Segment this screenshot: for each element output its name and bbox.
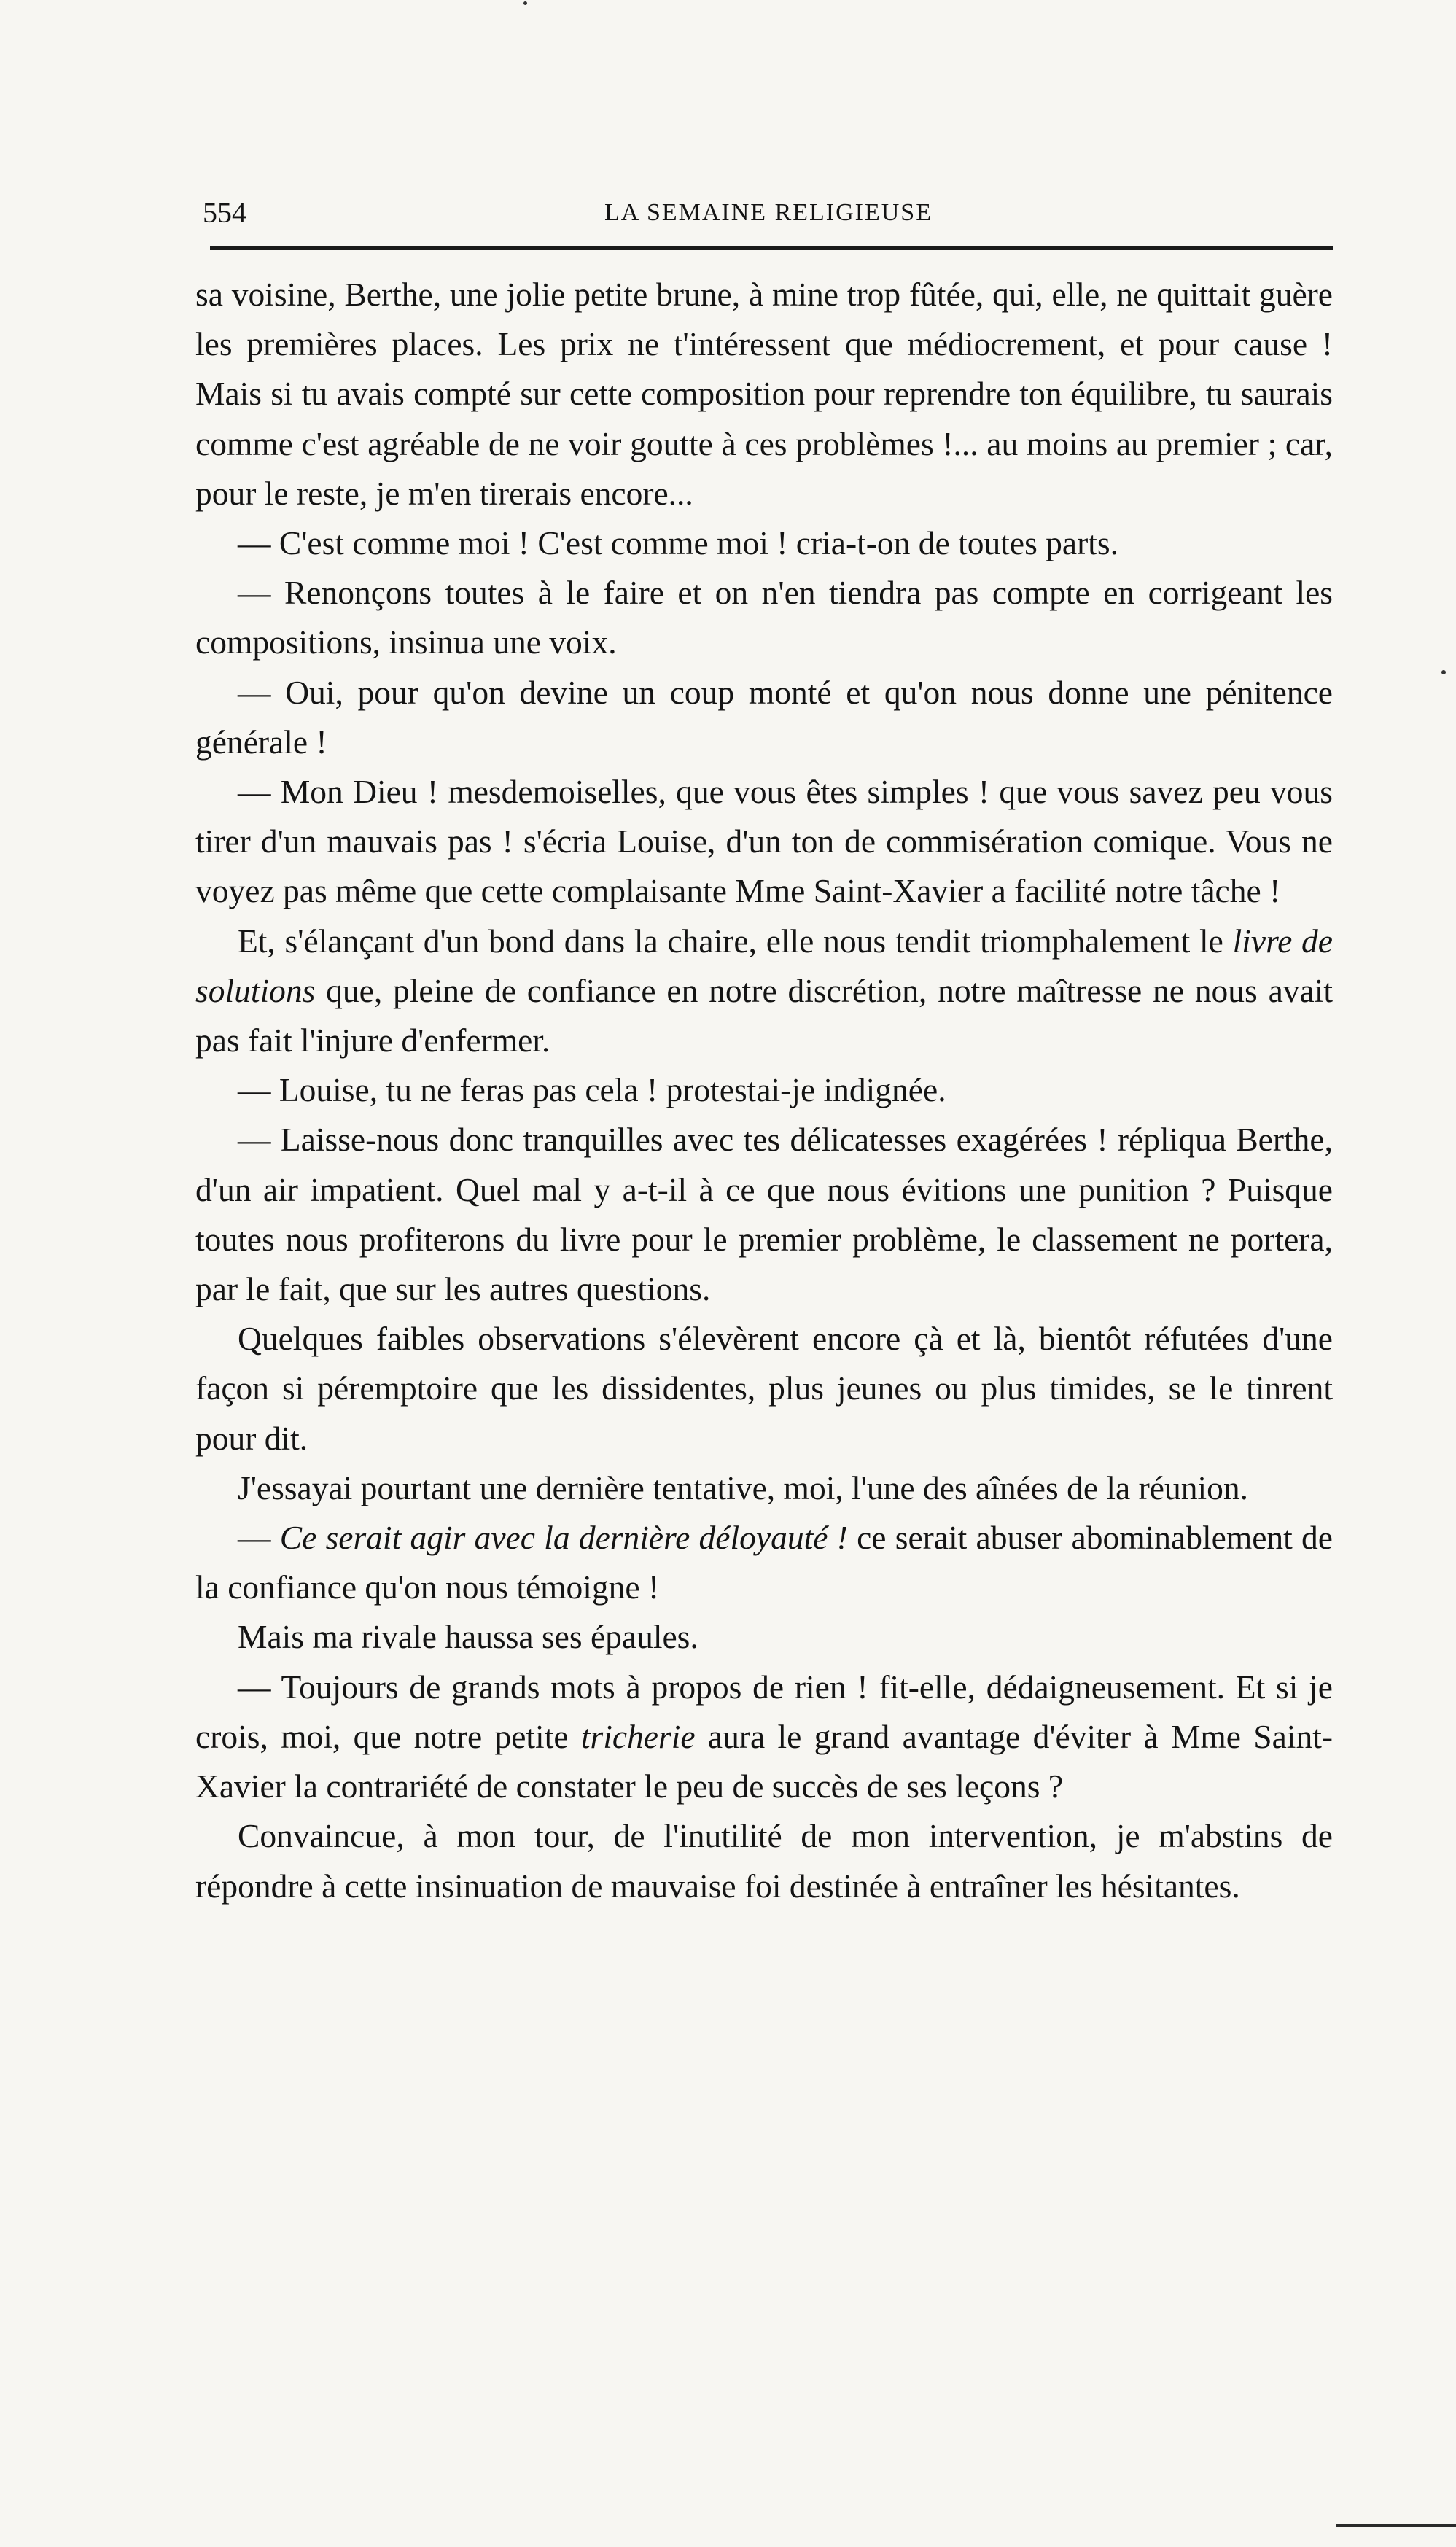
paragraph <box>195 668 1333 767</box>
italic-text: livre de solutions <box>195 922 1333 1009</box>
paragraph <box>195 1314 1333 1463</box>
paragraph <box>195 1513 1333 1612</box>
text-run: Quelques faibles observations s'élevèrent encore çà et là, bientôt réfutées d'une façon si péremptoire que les dissidentes, plus jeunes ou plus timides, se le tinrent pour dit. <box>195 1320 1333 1457</box>
paragraph <box>195 1663 1333 1812</box>
text-run: — Louise, tu ne feras pas cela ! protestai-je indignée. <box>238 1071 946 1109</box>
text-run: Et, s'élançant d'un bond dans la chaire, elle nous tendit triomphalement le <box>238 922 1233 960</box>
header-rule <box>210 246 1333 250</box>
text-run: sa voisine, Berthe, une jolie petite brune, à mine trop fûtée, qui, elle, ne quittait guère les premières places. Les prix ne t'intéressent que médiocrement, et pour cause ! Mais si tu avais compté sur cette composition pour reprendre ton équilibre, tu saurais comme c'est agréable de ne voir goutte à ces problèmes !... au moins au premier ; car, pour le reste, je m'en tirerais encore... <box>195 276 1333 512</box>
running-title: LA SEMAINE RELIGIEUSE <box>604 199 933 226</box>
paragraph <box>195 1065 1333 1115</box>
bottom-rule <box>1336 2524 1456 2527</box>
paragraph <box>195 1115 1333 1314</box>
paragraph <box>195 518 1333 568</box>
paragraph <box>195 767 1333 917</box>
print-speck <box>523 1 527 5</box>
text-run: Mais ma rivale haussa ses épaules. <box>238 1618 698 1656</box>
print-speck <box>1441 670 1446 674</box>
text-run: que, pleine de confiance en notre discrétion, notre maîtresse ne nous avait pas fait l'injure d'enfermer. <box>195 971 1333 1059</box>
italic-text: Ce serait agir avec la dernière déloyauté ! <box>279 1519 848 1557</box>
page-number: 554 <box>203 196 246 229</box>
italic-text: tricherie <box>580 1717 696 1755</box>
text-run: ce serait abuser abominablement de la confiance qu'on nous témoigne ! <box>195 1519 1334 1606</box>
text-run: — <box>238 1519 280 1557</box>
text-run: — Laisse-nous donc tranquilles avec tes délicatesses exagérées ! répliqua Berthe, d'un air impatient. Quel mal y a-t-il à ce que nous évitions une punition ? Puisque toutes nous profiterons du livre pour le premier problème, le classement ne portera, par le fait, que sur les autres questions. <box>195 1121 1333 1308</box>
paragraph <box>195 1612 1333 1662</box>
text-run: — Toujours de grands mots à propos de rien ! fit-elle, dédaigneusement. Et si je crois, moi, que notre petite <box>195 1668 1333 1755</box>
text-run: — C'est comme moi ! C'est comme moi ! cria-t-on de toutes parts. <box>238 524 1118 562</box>
text-run: J'essayai pourtant une dernière tentative, moi, l'une des aînées de la réunion. <box>238 1469 1248 1506</box>
text-run: — Mon Dieu ! mesdemoiselles, que vous êtes simples ! que vous savez peu vous tirer d'un mauvais pas ! s'écria Louise, d'un ton de commisération comique. Vous ne voyez pas même que cette complaisante Mme Saint-Xavier a facilité notre tâche ! <box>195 773 1333 910</box>
page-header <box>203 191 1334 235</box>
paragraph <box>195 1463 1333 1513</box>
text-run: Convaincue, à mon tour, de l'inutilité de mon intervention, je m'abstins de répondre à cette insinuation de mauvaise foi destinée à entraîner les hésitantes. <box>195 1817 1333 1905</box>
paragraph <box>195 270 1333 518</box>
text-run: — Oui, pour qu'on devine un coup monté et qu'on nous donne une pénitence générale ! <box>195 673 1333 761</box>
body-text <box>195 270 1333 1911</box>
paragraph <box>195 917 1333 1066</box>
paragraph <box>195 1811 1333 1910</box>
text-run: — Renonçons toutes à le faire et on n'en tiendra pas compte en corrigeant les compositions, insinua une voix. <box>195 574 1333 661</box>
text-run: aura le grand avantage d'éviter à Mme Saint-Xavier la contrariété de constater le peu de succès de ses leçons ? <box>195 1717 1333 1805</box>
paragraph <box>195 568 1333 667</box>
